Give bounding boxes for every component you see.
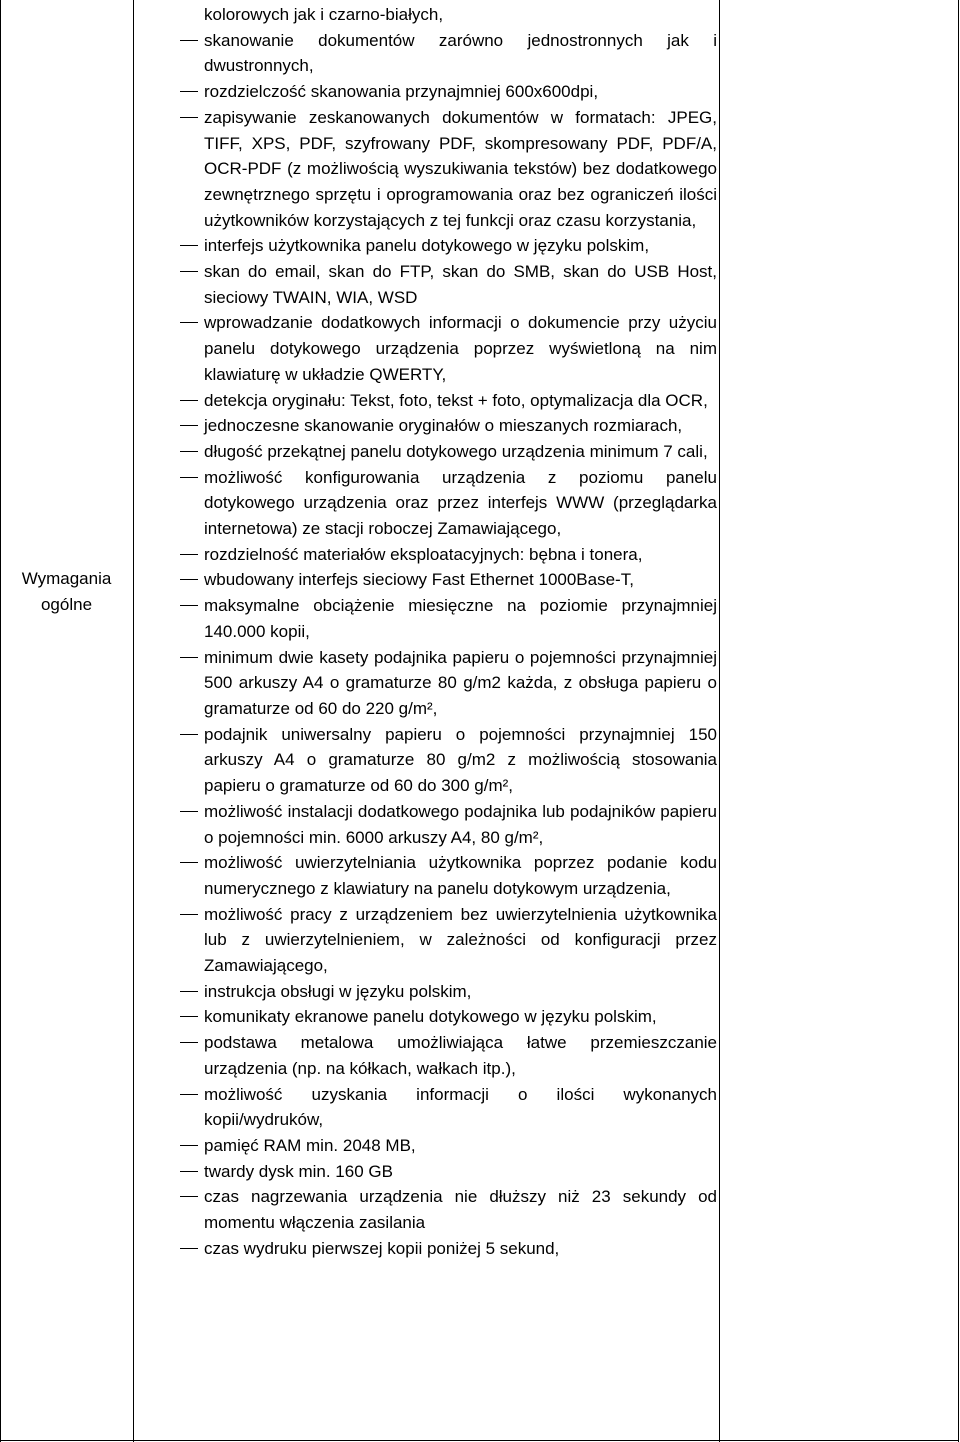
list-item [177, 1030, 717, 1081]
list-item-text: rozdzielność materiałów eksploatacyjnych: bębna i tonera, [204, 544, 643, 564]
dash-bullet-icon [180, 1196, 198, 1197]
dash-bullet-icon [180, 1248, 198, 1249]
list-item-text: pamięć RAM min. 2048 MB, [204, 1135, 416, 1155]
list-item [177, 542, 717, 568]
list-item [177, 850, 717, 901]
list-item-text: długość przekątnej panelu dotykowego urządzenia minimum 7 cali, [204, 441, 708, 461]
dash-bullet-icon [180, 400, 198, 401]
list-item-text: czas nagrzewania urządzenia nie dłuższy niż 23 sekundy od momentu włączenia zasilania [204, 1187, 717, 1233]
list-item [177, 1159, 717, 1185]
dash-bullet-icon [180, 1171, 198, 1172]
dash-bullet-icon [180, 451, 198, 452]
dash-bullet-icon [180, 91, 198, 92]
list-item-text: możliwość pracy z urządzeniem bez uwierzytelnienia użytkownika lub z uwierzytelnieniem, w zależności od konfiguracji przez Zamawiającego, [204, 904, 717, 976]
list-item-text: wprowadzanie dodatkowych informacji o dokumencie przy użyciu panelu dotykowego urządzenia poprzez wyświetloną na nim klawiaturę w układzie QWERTY, [204, 313, 717, 384]
table-border-bottom [0, 1440, 959, 1441]
list-item [177, 465, 717, 542]
list-item-text: detekcja oryginału: Tekst, foto, tekst + foto, optymalizacja dla OCR, [204, 390, 708, 410]
list-item-text: możliwość instalacji dodatkowego podajnika lub podajników papieru o pojemności min. 6000 arkuszy A4, 80 g/m², [204, 801, 717, 847]
dash-bullet-icon [180, 1145, 198, 1146]
dash-bullet-icon [180, 554, 198, 555]
list-item [177, 1004, 717, 1030]
list-item [177, 799, 717, 850]
requirements-cell [177, 2, 717, 1261]
table-divider-2 [719, 0, 720, 1442]
intro-text: kolorowych jak i czarno-białych, [204, 5, 444, 24]
list-item [177, 645, 717, 722]
list-item-text: komunikaty ekranowe panelu dotykowego w języku polskim, [204, 1007, 657, 1027]
dash-bullet-icon [180, 477, 198, 478]
list-item [177, 413, 717, 439]
dash-bullet-icon [180, 811, 198, 812]
list-item-text: minimum dwie kasety podajnika papieru o pojemności przynajmniej 500 arkuszy A4 o gramaturze 80 g/m2 każda, z obsługa papieru o gramaturze od 60 do 220 g/m², [204, 647, 717, 718]
list-item [177, 79, 717, 105]
list-item [177, 1082, 717, 1133]
table-border-left [0, 0, 1, 1442]
list-item [177, 233, 717, 259]
list-item [177, 722, 717, 799]
list-item [177, 1184, 717, 1235]
dash-bullet-icon [180, 1042, 198, 1043]
dash-bullet-icon [180, 40, 198, 41]
list-item-text: możliwość konfigurowania urządzenia z poziomu panelu dotykowego urządzenia oraz przez interfejs WWW (przeglądarka internetowa) ze stacji roboczej Zamawiającego, [204, 467, 717, 539]
list-item [177, 439, 717, 465]
dash-bullet-icon [180, 245, 198, 246]
list-item-text: możliwość uwierzytelniania użytkownika poprzez podanie kodu numerycznego z klawiatury na panelu dotykowym urządzenia, [204, 853, 717, 898]
dash-bullet-icon [180, 117, 198, 118]
list-item-text: twardy dysk min. 160 GB [204, 1161, 393, 1181]
dash-bullet-icon [180, 991, 198, 992]
list-item-text: skan do email, skan do FTP, skan do SMB, skan do USB Host, sieciowy TWAIN, WIA, WSD [204, 262, 717, 307]
table-border-right [958, 0, 959, 1442]
dash-bullet-icon [180, 579, 198, 580]
list-item-text: czas wydruku pierwszej kopii poniżej 5 sekund, [204, 1238, 560, 1258]
list-item-text: podstawa metalowa umożliwiająca łatwe przemieszczanie urządzenia (np. na kółkach, wałkach itp.), [204, 1033, 717, 1078]
list-item [177, 979, 717, 1005]
list-item [177, 28, 717, 79]
dash-bullet-icon [180, 271, 198, 272]
dash-bullet-icon [180, 1094, 198, 1095]
list-item-text: wbudowany interfejs sieciowy Fast Ethernet 1000Base-T, [204, 570, 634, 590]
dash-bullet-icon [180, 657, 198, 658]
list-item-text: skanowanie dokumentów zarówno jednostronnych jak i dwustronnych, [204, 30, 717, 76]
list-item [177, 902, 717, 979]
list-item-text: maksymalne obciążenie miesięczne na poziomie przynajmniej 140.000 kopii, [204, 596, 717, 641]
list-item-text: jednoczesne skanowanie oryginałów o mieszanych rozmiarach, [204, 416, 683, 436]
dash-bullet-icon [180, 322, 198, 323]
list-item-text: zapisywanie zeskanowanych dokumentów w formatach: JPEG, TIFF, XPS, PDF, szyfrowany PDF, skompresowany PDF, PDF/A, OCR-PDF (z możliwością wyszukiwania tekstów) bez dodatkowego zewnętrznego sprzętu i oprogramowania oraz bez ograniczeń ilości użytkowników korzystających z tej funkcji oraz czasu korzystania, [204, 107, 717, 230]
list-item [177, 593, 717, 644]
dash-bullet-icon [180, 1016, 198, 1017]
list-item [177, 259, 717, 310]
dash-bullet-icon [180, 605, 198, 606]
list-item [177, 310, 717, 387]
list-item [177, 1236, 717, 1262]
list-item [177, 567, 717, 593]
dash-bullet-icon [180, 914, 198, 915]
table-divider-1 [133, 0, 134, 1442]
list-item [177, 388, 717, 414]
list-item-text: podajnik uniwersalny papieru o pojemności przynajmniej 150 arkuszy A4 o gramaturze 80 g/m2 z możliwością stosowania papieru o gramaturze od 60 do 300 g/m², [204, 724, 717, 796]
list-item-text: instrukcja obsługi w języku polskim, [204, 981, 472, 1001]
row-label: Wymagania ogólne [21, 569, 112, 614]
list-item-text: możliwość uzyskania informacji o ilości wykonanych kopii/wydruków, [204, 1084, 717, 1130]
dash-bullet-icon [180, 734, 198, 735]
list-item [177, 1133, 717, 1159]
requirements-list [177, 28, 717, 1262]
list-item [177, 105, 717, 234]
dash-bullet-icon [180, 862, 198, 863]
list-item-text: rozdzielczość skanowania przynajmniej 600x600dpi, [204, 82, 599, 102]
dash-bullet-icon [180, 425, 198, 426]
list-item-text: interfejs użytkownika panelu dotykowego w języku polskim, [204, 236, 650, 256]
